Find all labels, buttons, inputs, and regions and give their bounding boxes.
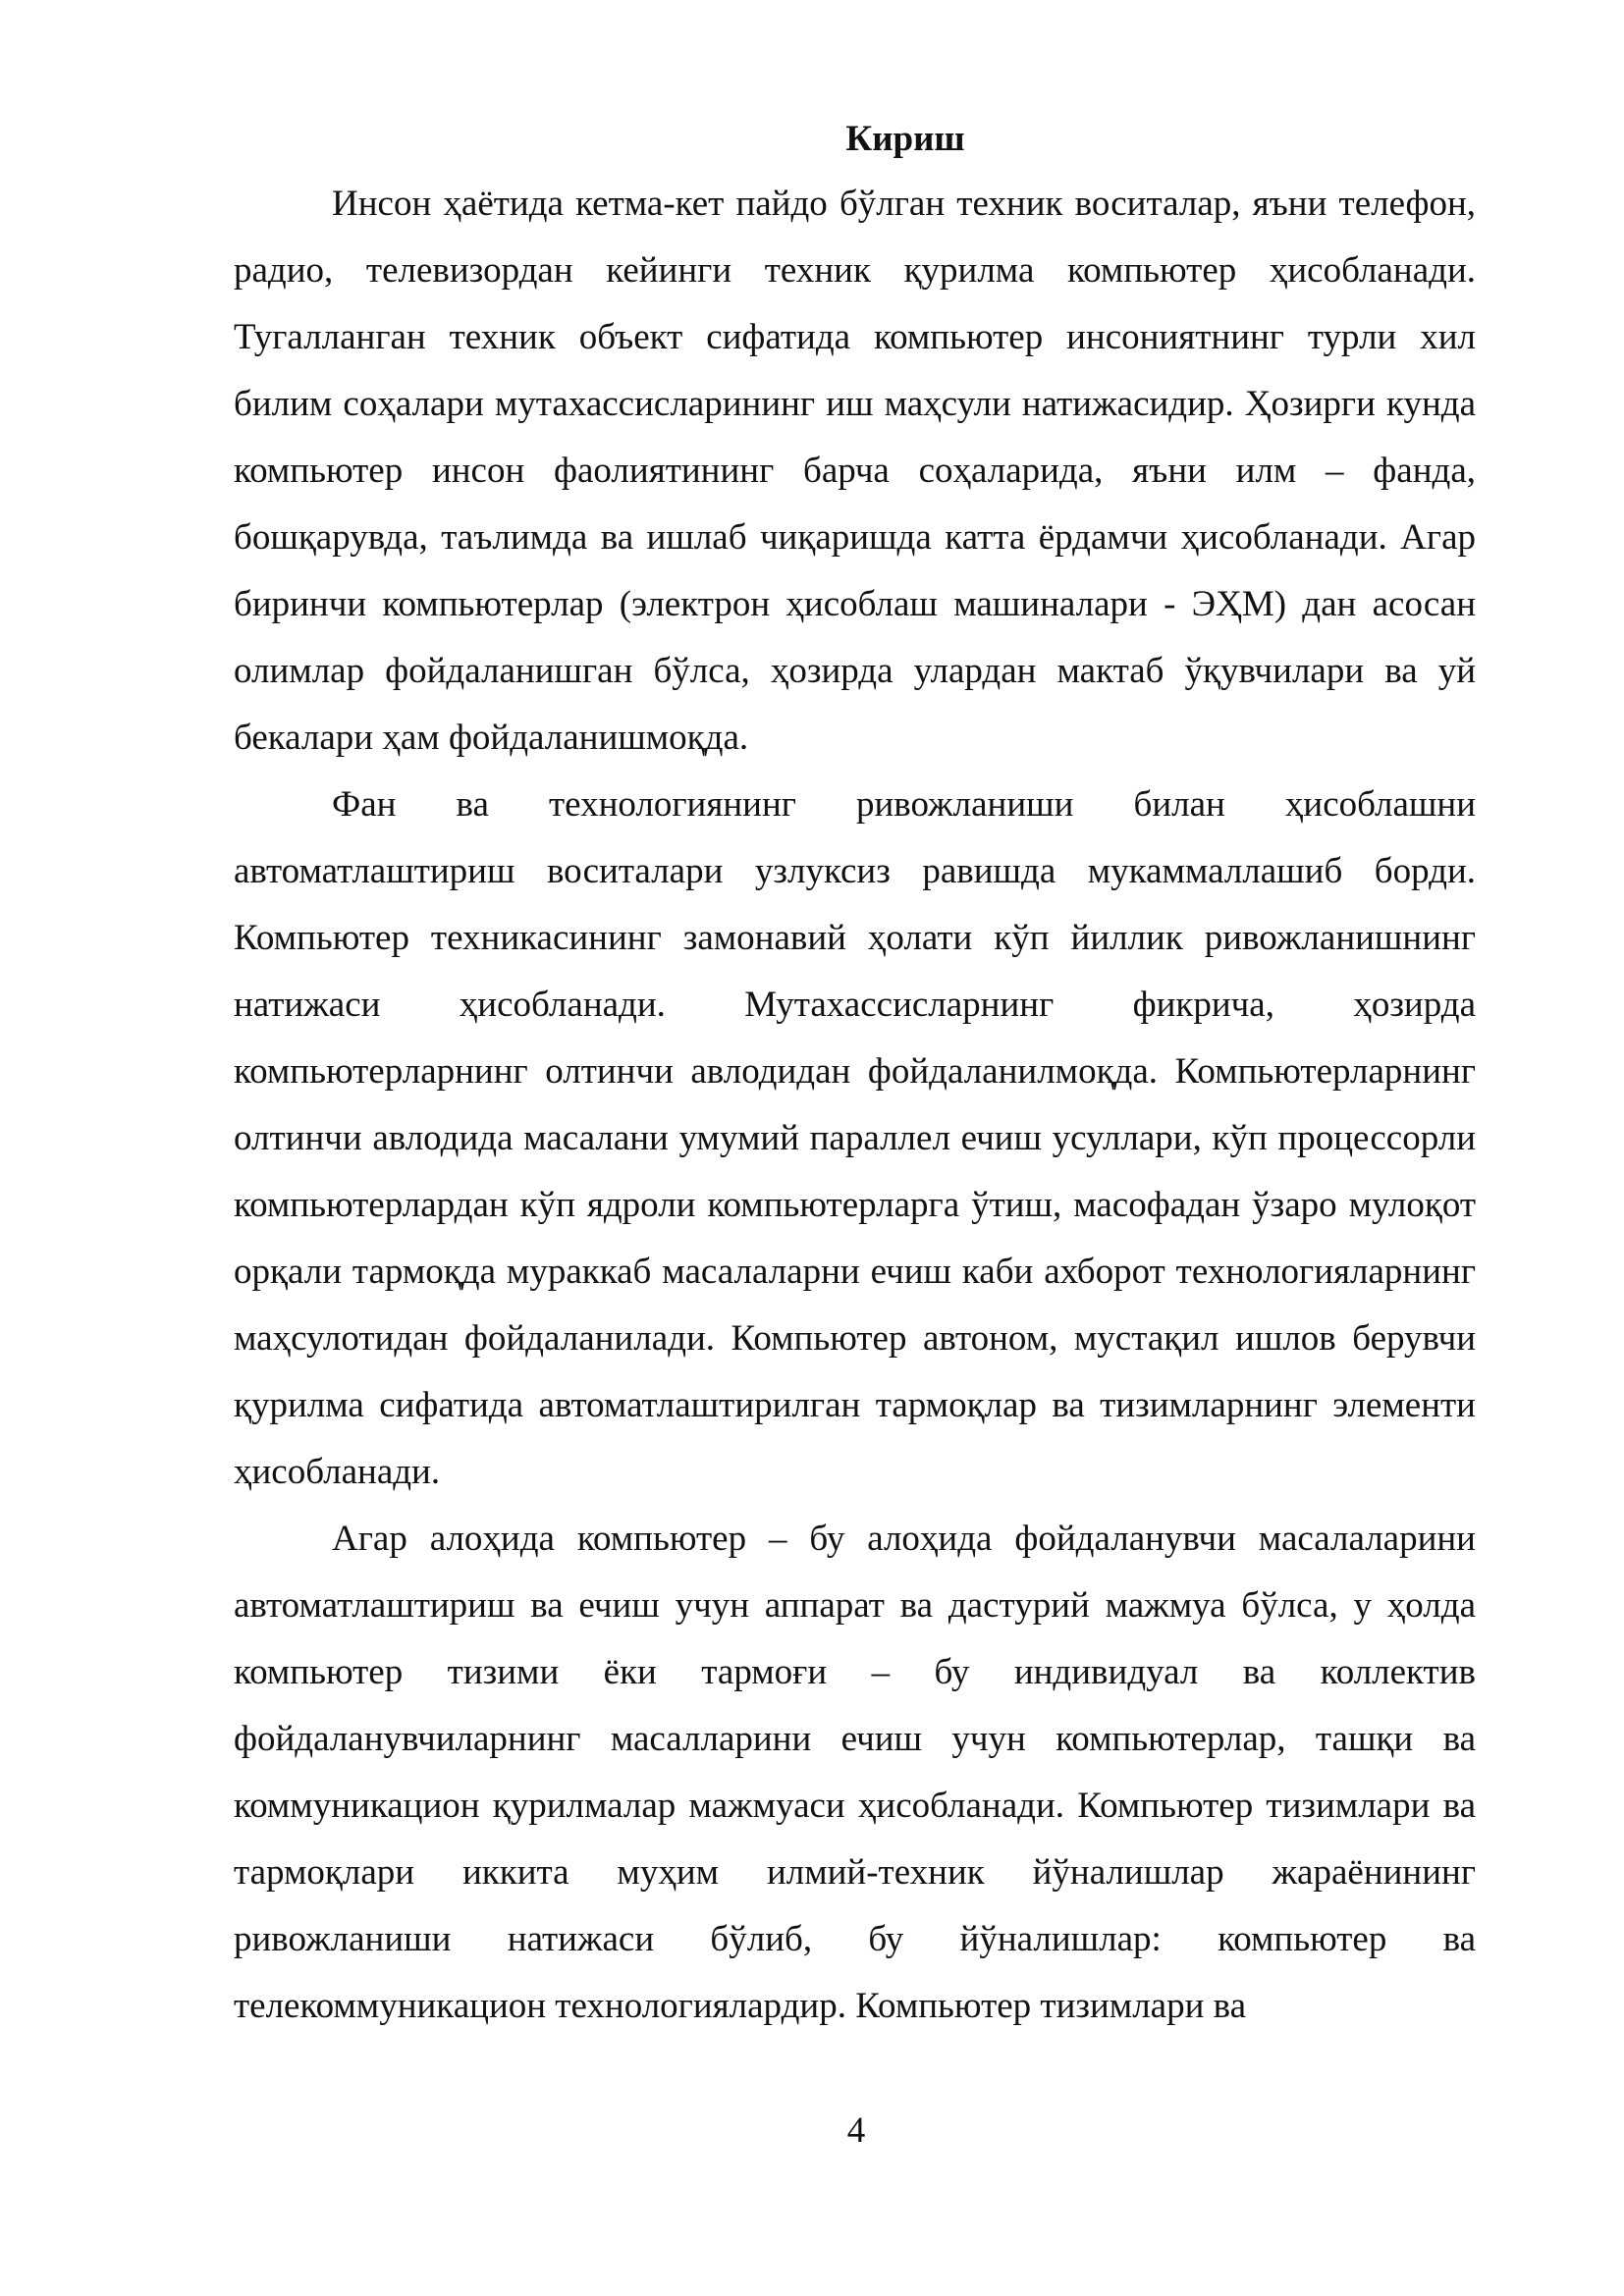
section-heading: Кириш: [845, 119, 965, 159]
body-text: [234, 171, 1476, 2040]
paragraph-1: Инсон ҳаётида кетма-кет пайдо бўлган техник воситалар, яъни телефон, радио, телевизордан кейинги техник қурилма компьютер ҳисобланади. Тугалланган техник объект сифатида компьютер инсониятнинг турли хил билим соҳалари мутахассисларининг иш маҳсули натижасидир. Ҳозирги кунда компьютер инсон фаолиятининг барча соҳаларида, яъни илм – фанда, бошқарувда, таълимда ва ишлаб чиқаришда катта ёрдамчи ҳисобланади. Агар биринчи компьютерлар (электрон ҳисоблаш машиналари - ЭҲМ) дан асосан олимлар фойдаланишган бўлса, ҳозирда улардан мактаб ўқувчилари ва уй бекалари ҳам фойдаланишмоқда.: [234, 184, 1476, 758]
page-number: 4: [846, 2110, 866, 2151]
paragraph-3: Агар алоҳида компьютер – бу алоҳида фойдаланувчи масалаларини автоматлаштириш ва ечиш учун аппарат ва дастурий мажмуа бўлса, у ҳолда компьютер тизими ёки тармоғи – бу индивидуал ва коллектив фойдаланувчиларнинг масалларини ечиш учун компьютерлар, ташқи ва коммуникацион қурилмалар мажмуаси ҳисобланади. Компьютер тизимлари ва тармоқлари иккита муҳим илмий-техник йўналишлар жараёнининг ривожланиши натижаси бўлиб, бу йўналишлар: компьютер ва телекоммуникацион технологиялардир. Компьютер тизимлари ва: [234, 1519, 1476, 2026]
paragraph-2: Фан ва технологиянинг ривожланиши билан ҳисоблашни автоматлаштириш воситалари узлуксиз равишда мукаммаллашиб борди. Компьютер техникасининг замонавий ҳолати кўп йиллик ривожланишнинг натижаси ҳисобланади. Мутахассисларнинг фикрича, ҳозирда компьютерларнинг олтинчи авлодидан фойдаланилмоқда. Компьютерларнинг олтинчи авлодида масалани умумий параллел ечиш усуллари, кўп процессорли компьютерлардан кўп ядроли компьютерларга ўтиш, масофадан ўзаро мулоқот орқали тармоқда мураккаб масалаларни ечиш каби ахборот технологияларнинг маҳсулотидан фойдаланилади. Компьютер автоном, мустақил ишлов берувчи қурилма сифатида автоматлаштирилган тармоқлар ва тизимларнинг элементи ҳисобланади.: [234, 784, 1476, 1492]
